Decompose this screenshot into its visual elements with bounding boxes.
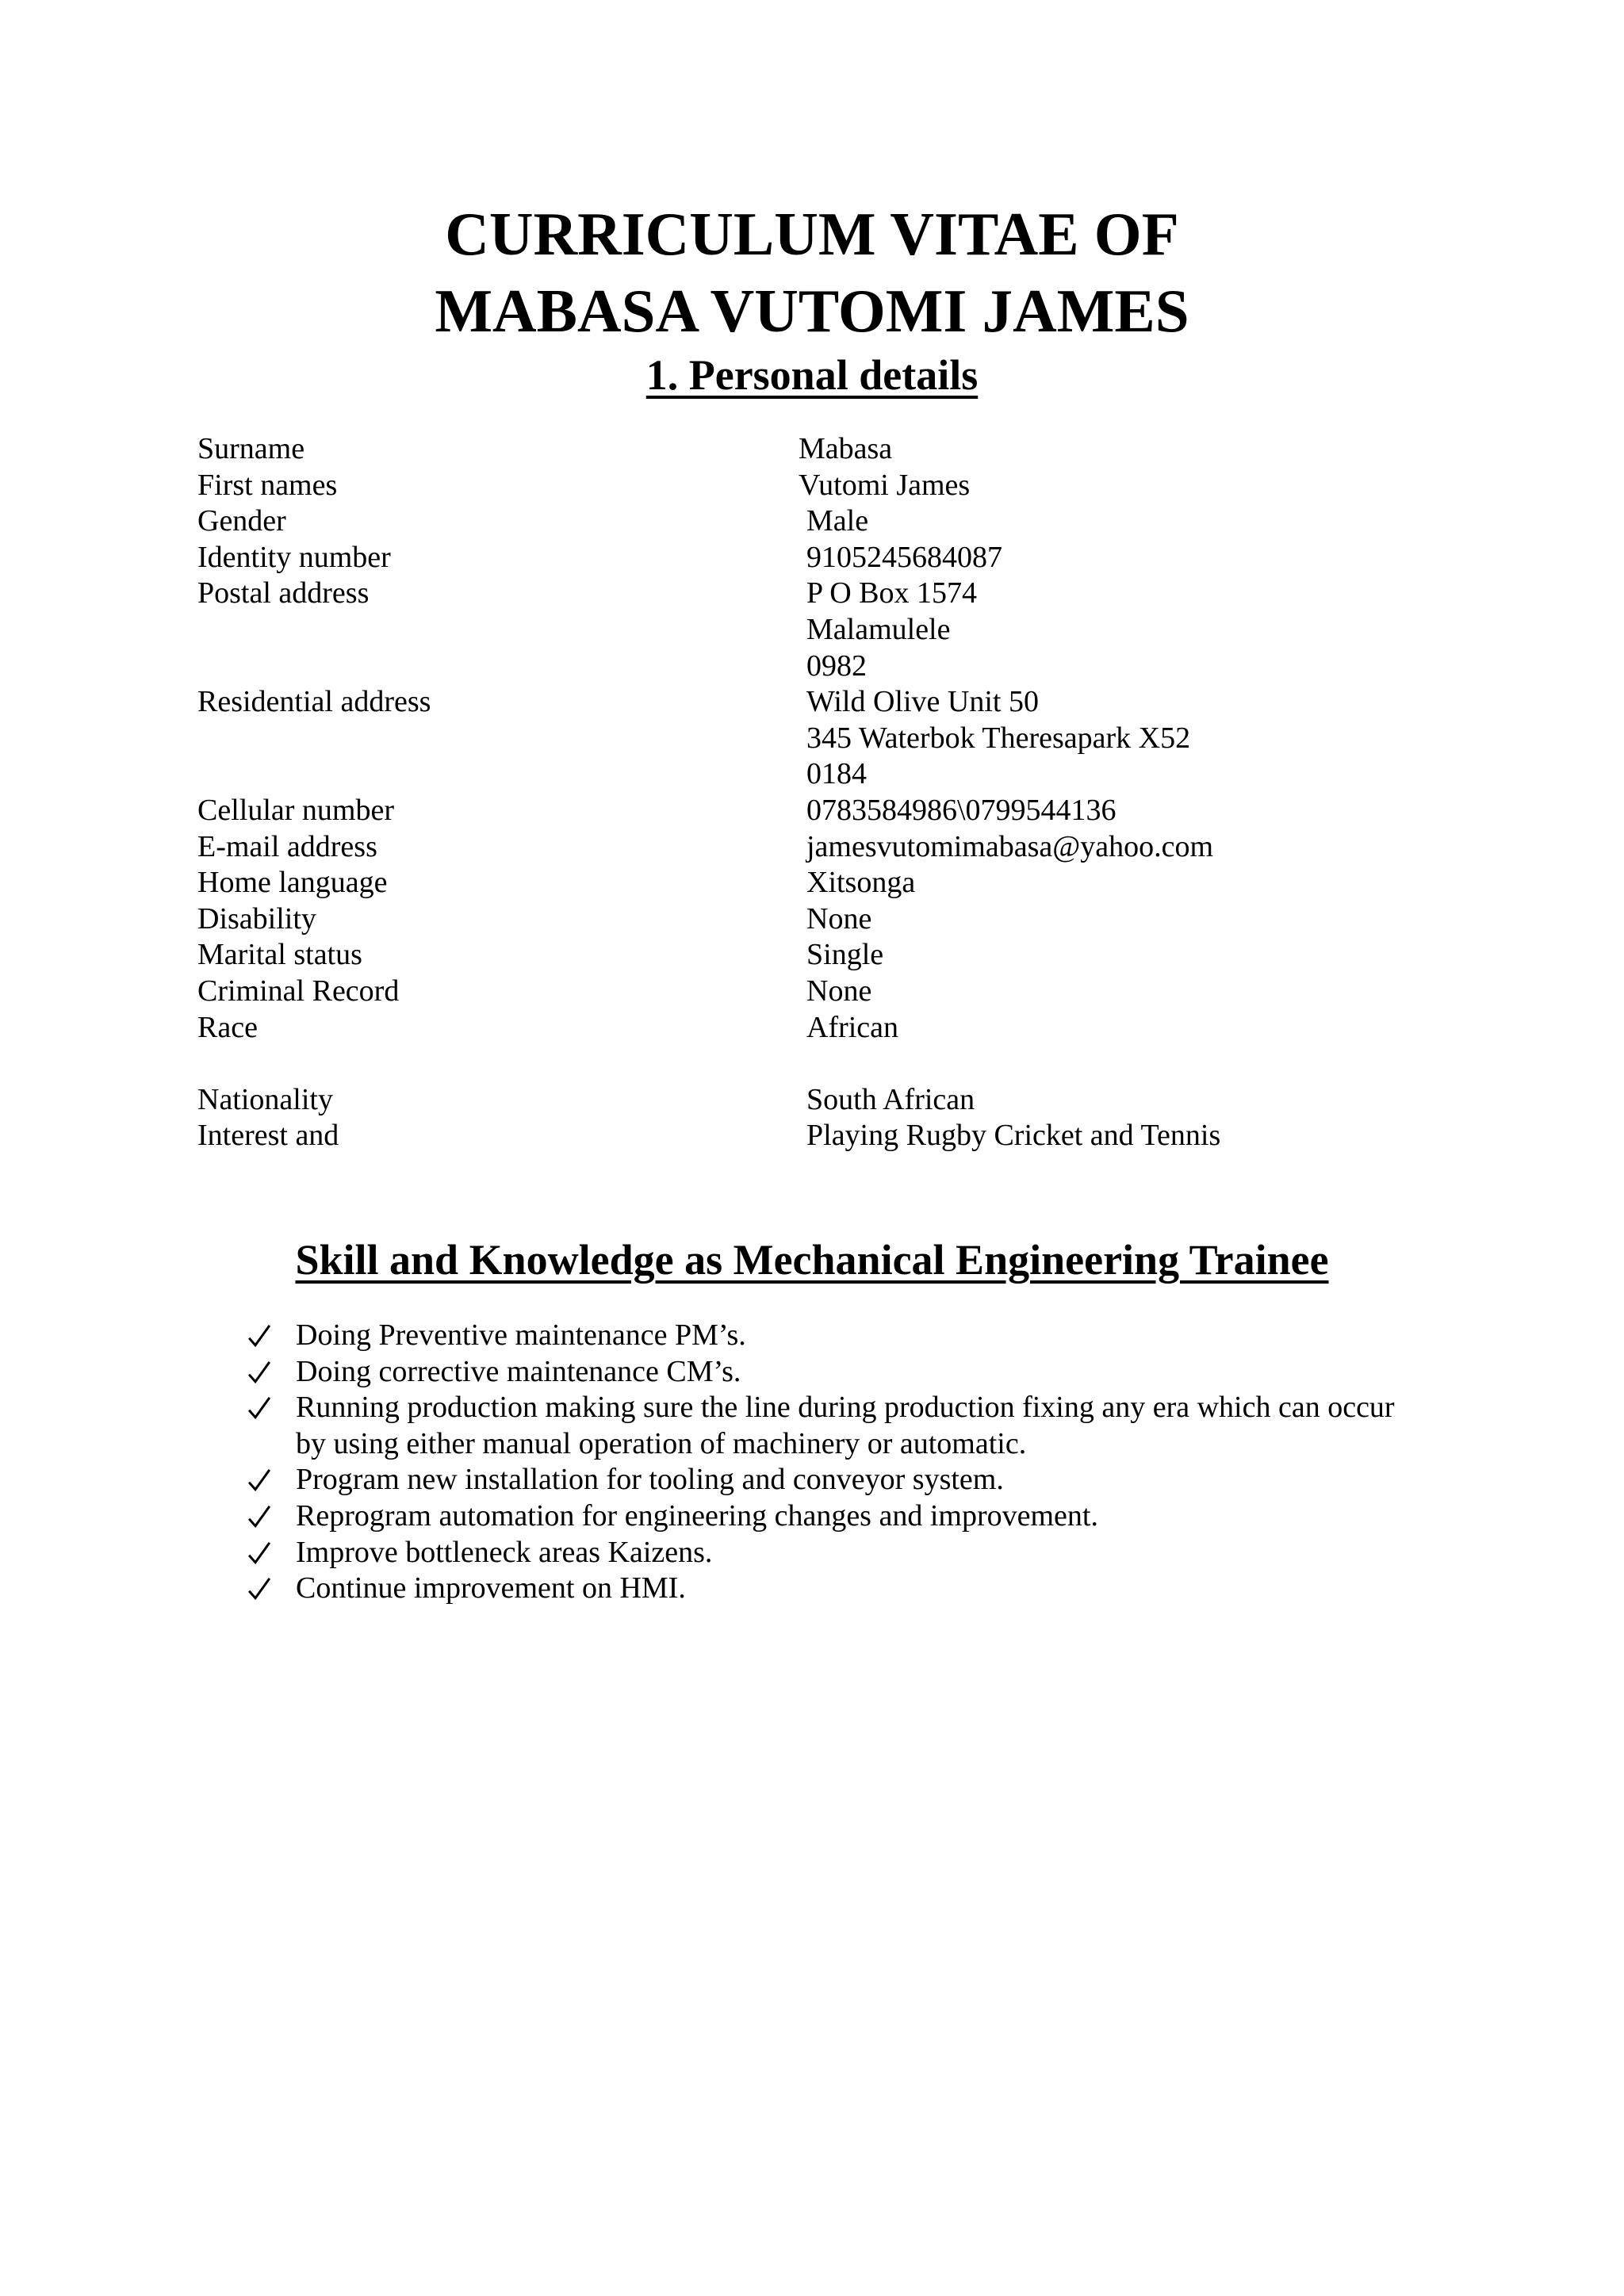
details-label: Surname — [197, 432, 305, 465]
details-label: Disability — [197, 901, 316, 936]
details-value: 0184 — [806, 757, 867, 791]
checkmark-icon — [246, 1318, 273, 1354]
details-row-race — [197, 1010, 1466, 1047]
details-value: 9105245684087 — [806, 540, 1002, 574]
personal-details-heading: 1. Personal details — [645, 351, 979, 399]
details-label: Criminal Record — [197, 974, 400, 1008]
personal-details-table — [197, 431, 1466, 1154]
details-row-home-language — [197, 865, 1466, 901]
checkmark-icon — [246, 1498, 273, 1535]
checkmark-icon — [246, 1462, 273, 1498]
details-value: South African — [806, 1082, 975, 1116]
details-value: 0783584986\0799544136 — [806, 793, 1116, 827]
skill-item — [246, 1390, 1396, 1462]
checkmark-icon — [246, 1535, 273, 1571]
details-label: Cellular number — [197, 793, 394, 827]
details-value: Vutomi James — [799, 468, 971, 502]
details-label: Residential address — [197, 685, 431, 719]
details-row-residential-address — [197, 684, 1466, 721]
details-label: E-mail address — [197, 829, 377, 863]
details-row-cellular-number — [197, 793, 1466, 829]
skill-item — [246, 1498, 1396, 1535]
skill-text: Running production making sure the line during production fixing any era which can occur by using either manual operation of machinery or automatic. — [296, 1391, 1395, 1460]
details-value: Mabasa — [799, 432, 893, 465]
details-row-interest — [197, 1118, 1466, 1154]
details-label: Nationality — [197, 1082, 333, 1116]
details-label: Postal address — [197, 576, 370, 610]
details-label: Interest and — [197, 1119, 339, 1153]
details-row-disability — [197, 901, 1466, 938]
skill-item — [246, 1571, 1396, 1607]
document-title-line-2: MABASA VUTOMI JAMES — [435, 277, 1189, 345]
details-row-email-address — [197, 829, 1466, 866]
skill-item — [246, 1462, 1396, 1498]
details-value: 345 Waterbok Theresapark X52 — [806, 721, 1191, 755]
details-value: Xitsonga — [806, 866, 916, 900]
details-value: None — [806, 974, 872, 1008]
skill-text: Doing Preventive maintenance PM’s. — [296, 1318, 746, 1352]
details-value: P O Box 1574 — [806, 576, 978, 610]
details-value: African — [806, 1010, 899, 1044]
skill-item — [246, 1354, 1396, 1391]
details-label: Home language — [197, 866, 388, 900]
checkmark-icon — [246, 1390, 273, 1426]
details-row-nationality — [197, 1082, 1466, 1119]
details-label: Marital status — [197, 938, 362, 972]
details-row-residential-address-line-2 — [197, 721, 1466, 757]
details-row-criminal-record — [197, 974, 1466, 1010]
skill-item — [246, 1535, 1396, 1571]
document-title-line-1: CURRICULUM VITAE OF — [445, 200, 1179, 268]
details-row-surname — [197, 431, 1466, 468]
skill-text: Doing corrective maintenance CM’s. — [296, 1354, 741, 1388]
details-value: jamesvutomimabasa@yahoo.com — [806, 829, 1214, 863]
skills-list — [246, 1318, 1396, 1607]
details-row-residential-address-line-3 — [197, 756, 1466, 793]
details-row-identity-number — [197, 540, 1466, 576]
details-value: Wild Olive Unit 50 — [806, 685, 1039, 719]
skill-item — [246, 1318, 1396, 1354]
checkmark-icon — [246, 1571, 273, 1607]
details-row-first-names — [197, 468, 1466, 504]
details-label: Race — [197, 1010, 258, 1044]
skill-text: Continue improvement on HMI. — [296, 1571, 686, 1605]
details-row-postal-address-line-2 — [197, 612, 1466, 649]
details-row-gender — [197, 503, 1466, 540]
details-label: First names — [197, 468, 338, 502]
details-value: Single — [806, 938, 884, 972]
details-value: Male — [806, 504, 869, 538]
details-value: Playing Rugby Cricket and Tennis — [806, 1119, 1221, 1153]
skills-heading: Skill and Knowledge as Mechanical Engineering Trainee — [295, 1236, 1329, 1284]
details-value: 0982 — [806, 649, 867, 683]
details-label: Gender — [197, 504, 286, 538]
details-label: Identity number — [197, 540, 391, 574]
details-row-marital-status — [197, 937, 1466, 974]
details-value: None — [806, 901, 872, 936]
skill-text: Program new installation for tooling and conveyor system. — [296, 1463, 1004, 1497]
details-row-postal-address — [197, 576, 1466, 612]
skill-text: Improve bottleneck areas Kaizens. — [296, 1535, 713, 1569]
details-value: Malamulele — [806, 612, 951, 646]
skill-text: Reprogram automation for engineering changes and improvement. — [296, 1498, 1098, 1533]
details-row-postal-address-line-3 — [197, 649, 1466, 685]
checkmark-icon — [246, 1354, 273, 1391]
